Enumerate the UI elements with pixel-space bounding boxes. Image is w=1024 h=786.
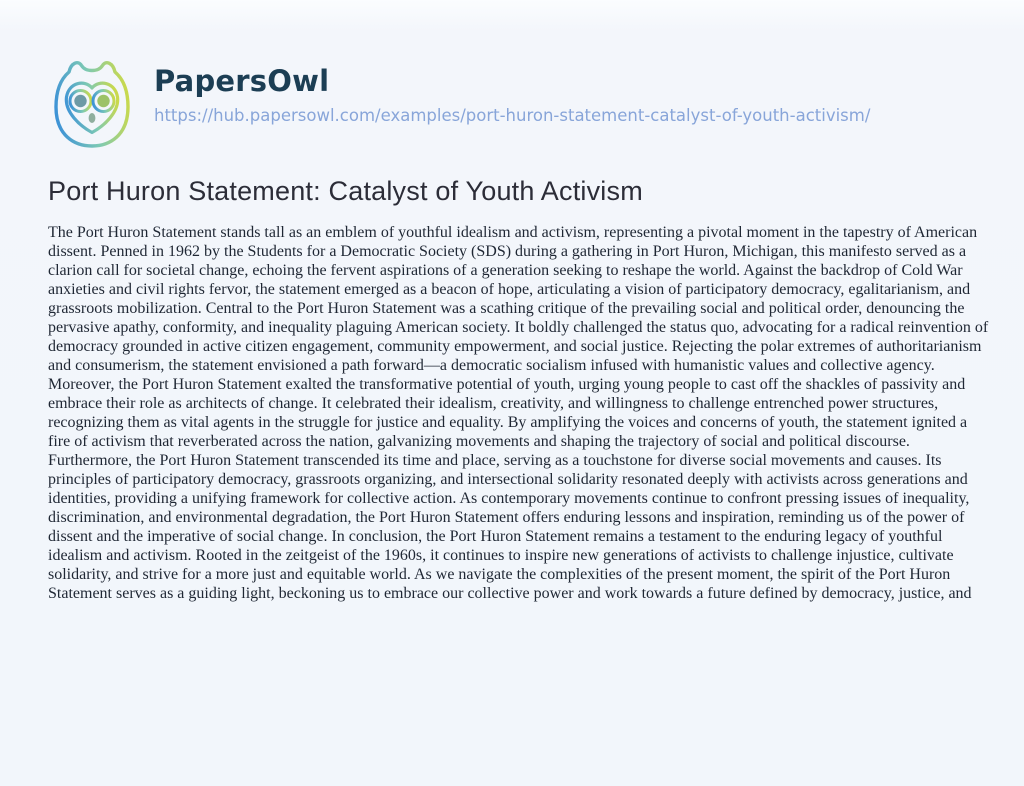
essay-body-text: The Port Huron Statement stands tall as an emblem of youthful idealism and activism, representing a pivotal moment in the tapestry of American dissent. Penned in 1962 by the Students for a Democratic Society (SDS) during a gathering in Port Huron, Michigan, this manifesto served as a clarion call for societal change, echoing the fervent aspirations of a generation seeking to reshape the world. Against the backdrop of Cold War anxieties and civil rights fervor, the statement emerged as a beacon of hope, articulating a vision of participatory democracy, egalitarianism, and grassroots mobilization. Central to the Port Huron Statement was a scathing critique of the prevailing social and political order, denouncing the pervasive apathy, conformity, and inequality plaguing American society. It boldly challenged the status quo, advocating for a radical reinvention of democracy grounded in active citizen engagement, community empowerment, and social justice. Rejecting the polar extremes of authoritarianism and consumerism, the statement envisioned a path forward—a democratic socialism infused with humanistic values and collective agency. Moreover, the Port Huron Statement exalted the transformative potential of youth, urging young people to cast off the shackles of passivity and embrace their role as architects of change. It celebrated their idealism, creativity, and willingness to challenge entrenched power structures, recognizing them as vital agents in the struggle for justice and equality. By amplifying the voices and concerns of youth, the statement ignited a fire of activism that reverberated across the nation, galvanizing movements and shaping the trajectory of social and political discourse. Furthermore, the Port Huron Statement transcended its time and place, serving as a touchstone for diverse social movements and causes. Its principles of participatory democracy, grassroots organizing, and intersectional solidarity resonated deeply with activists across generations and identities, providing a unifying framework for collective action. As contemporary movements continue to confront pressing issues of inequality, discrimination, and environmental degradation, the Port Huron Statement offers enduring lessons and inspiration, reminding us of the power of dissent and the imperative of social change. In conclusion, the Port Huron Statement remains a testament to the enduring legacy of youthful idealism and activism. Rooted in the zeitgeist of the 1960s, it continues to inspire new generations of activists to challenge injustice, cultivate solidarity, and strive for a more just and equitable world. As we navigate the complexities of the present moment, the spirit of the Port Huron Statement serves as a guiding light, beckoning us to embrace our collective power and work towards a future defined by democracy, justice, and (48, 224, 989, 602)
page-title: Port Huron Statement: Catalyst of Youth Activism (48, 176, 643, 206)
owl-logo-icon[interactable] (48, 57, 136, 149)
site-header (48, 57, 990, 149)
brand-title: PapersOwl (154, 64, 330, 98)
brand-block (154, 57, 870, 126)
article-url-link[interactable]: https://hub.papersowl.com/examples/port-huron-statement-catalyst-of-youth-activism/ (154, 106, 871, 125)
